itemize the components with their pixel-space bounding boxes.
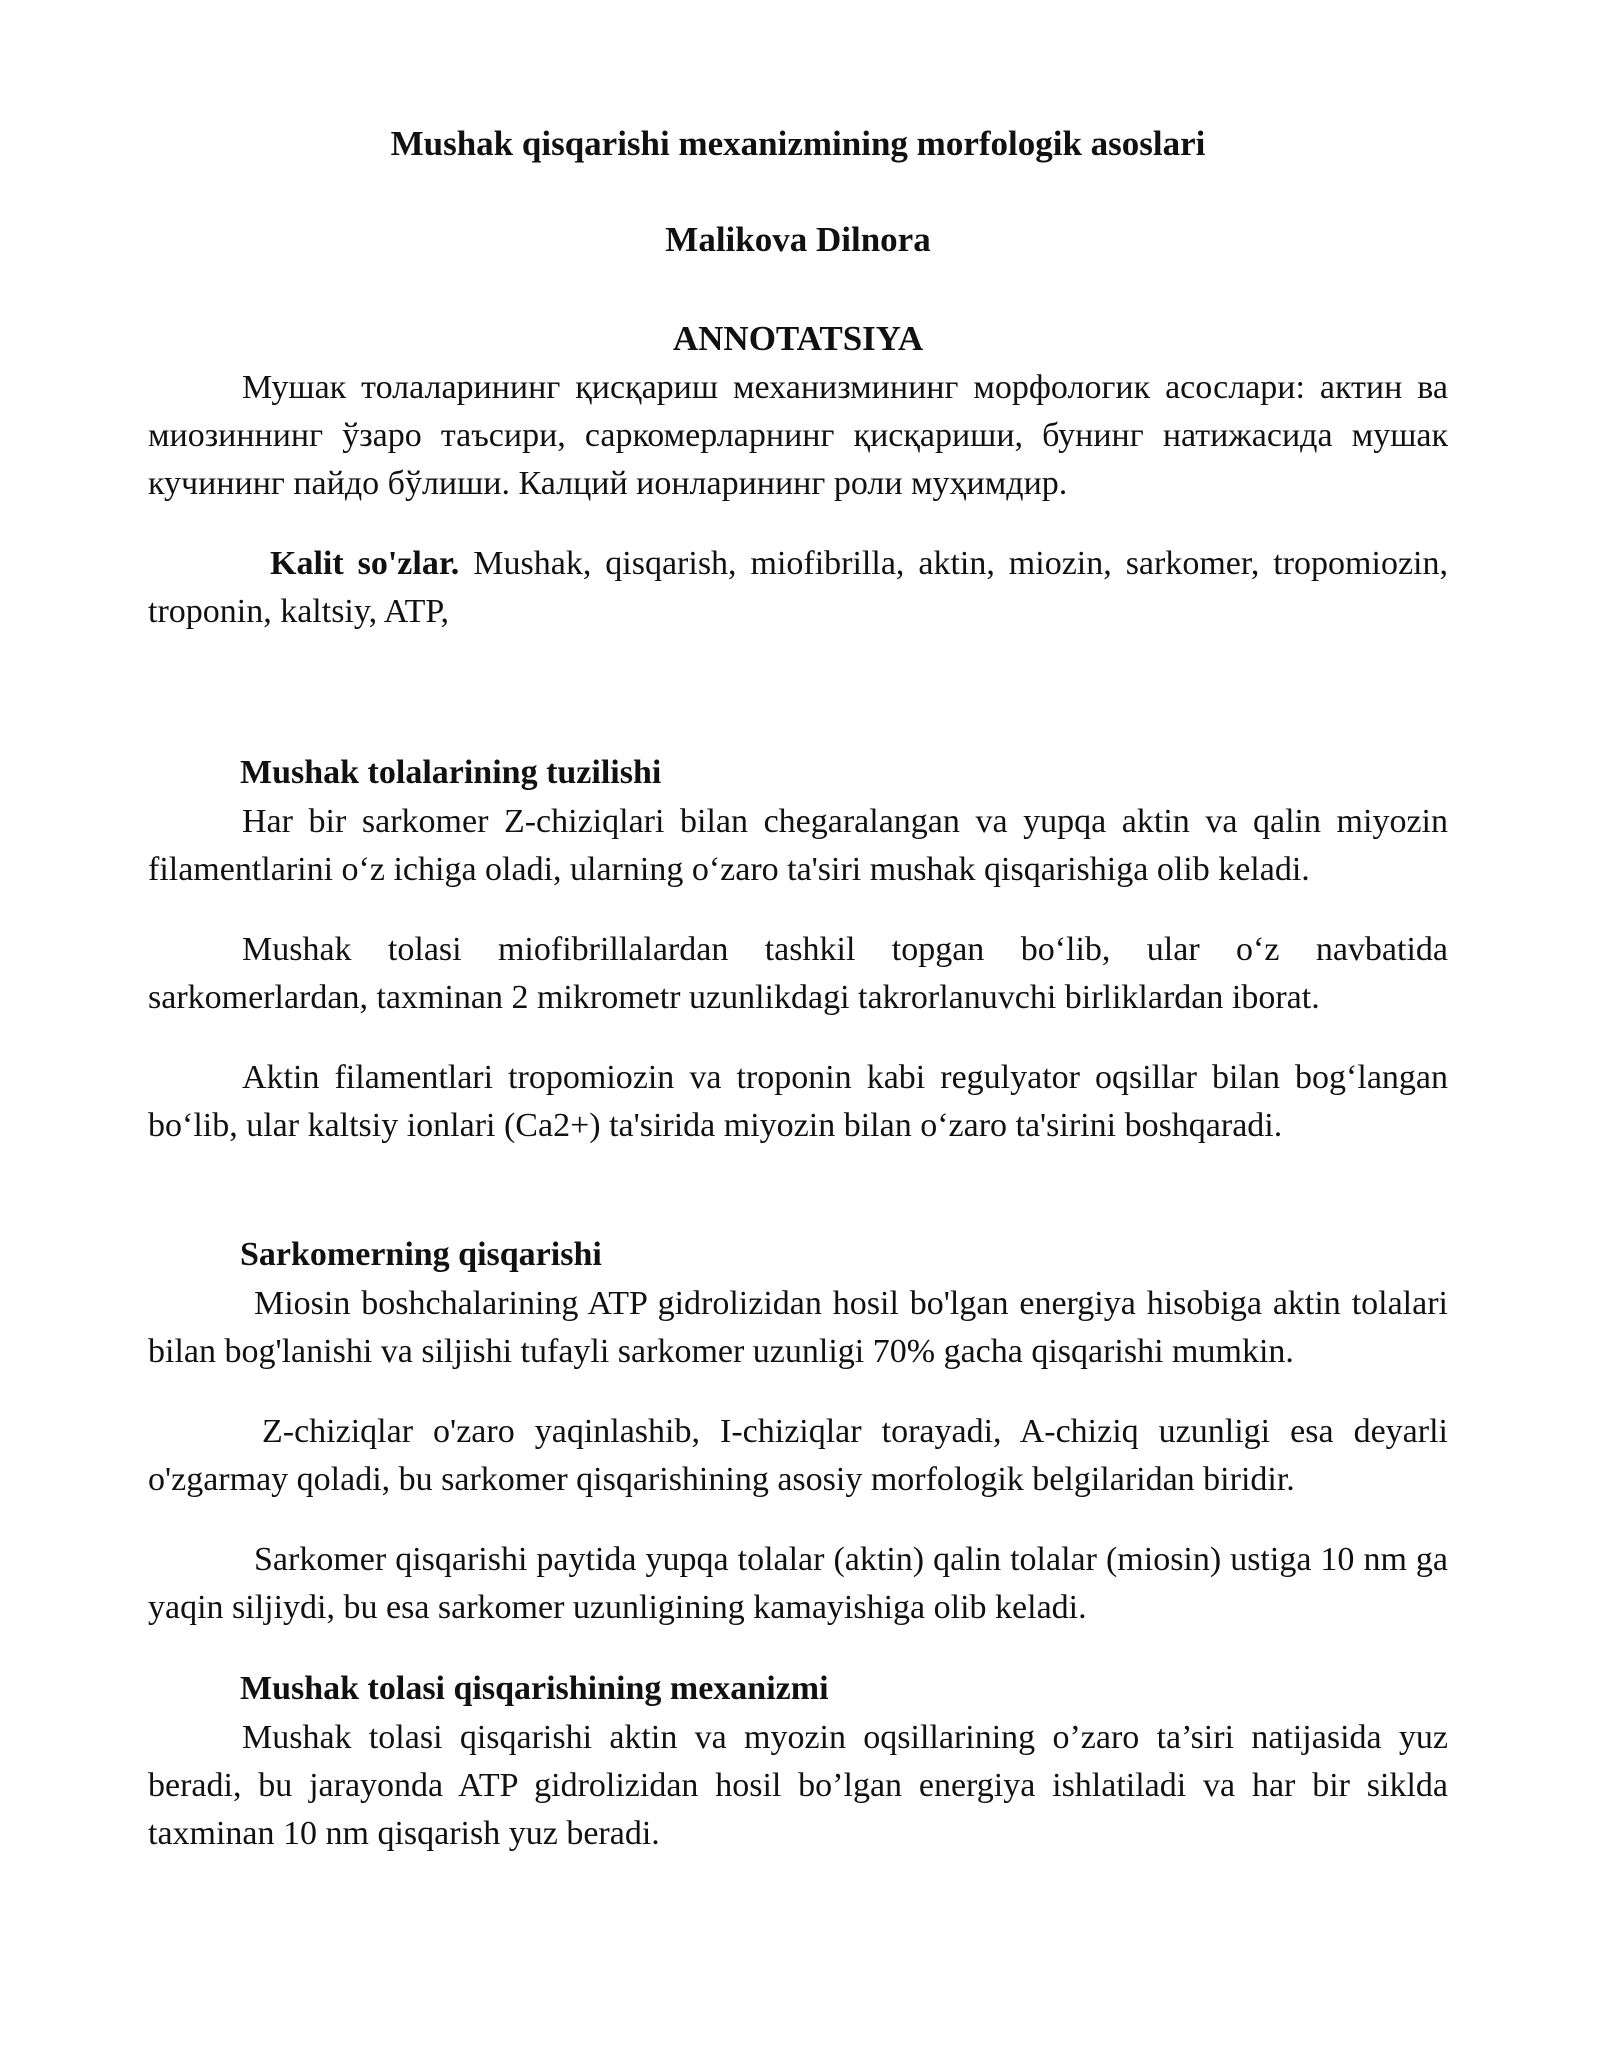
section-3-paragraph-1: Mushak tolasi qisqarishi aktin va myozin oqsillarining o’zaro ta’siri natijasida yuz beradi, bu jarayonda ATP gidrolizidan hosil bo’lgan energiya ishlatiladi va har bir siklda taxminan 10 nm qisqarish yuz beradi. bbox=[148, 1719, 1448, 1852]
annotation-text: Мушак толаларининг қисқариш механизмининг морфологик асослари: актин ва миозиннинг ўзаро таъсири, саркомерларнинг қисқариши, бунинг натижасида мушак кучининг пайдо бўлиши. Калций ионларининг роли муҳимдир. bbox=[148, 369, 1448, 502]
paper-title: Mushak qisqarishi mexanizmining morfologik asoslari bbox=[390, 124, 1206, 163]
section-2-paragraph-1: Miosin boshchalarining ATP gidrolizidan hosil bo'lgan energiya hisobiga aktin tolalari bilan bog'lanishi va siljishi tufayli sarkomer uzunligi 70% gacha qisqarishi mumkin. bbox=[148, 1285, 1448, 1370]
keywords-paragraph bbox=[148, 540, 1448, 636]
document-page bbox=[148, 120, 1448, 1858]
section-1-paragraph-2: Mushak tolasi miofibrillalardan tashkil topgan bo‘lib, ular o‘z navbatida sarkomerlardan, taxminan 2 mikrometr uzunlikdagi takrorlanuvchi birliklardan iborat. bbox=[148, 931, 1448, 1016]
keywords-list: Mushak, qisqarish, miofibrilla, aktin, miozin, sarkomer, tropomiozin, troponin, kaltsiy, ATP, bbox=[148, 545, 1448, 630]
section-heading-structure: Mushak tolalarining tuzilishi bbox=[240, 754, 662, 791]
annotation-heading: ANNOTATSIYA bbox=[672, 319, 924, 358]
section-heading-sarcomere: Sarkomerning qisqarishi bbox=[240, 1236, 602, 1273]
keywords-label: Kalit so'zlar. bbox=[270, 545, 460, 582]
section-2-paragraph-3: Sarkomer qisqarishi paytida yupqa tolalar (aktin) qalin tolalar (miosin) ustiga 10 nm ga yaqin siljiydi, bu esa sarkomer uzunligining kamayishiga olib keladi. bbox=[148, 1541, 1448, 1626]
author-name: Malikova Dilnora bbox=[665, 220, 931, 259]
section-1-paragraph-3: Aktin filamentlari tropomiozin va troponin kabi regulyator oqsillar bilan bog‘langan bo‘lib, ular kaltsiy ionlari (Ca2+) ta'sirida miyozin bilan o‘zaro ta'sirini boshqaradi. bbox=[148, 1059, 1448, 1144]
section-2-paragraph-2: Z-chiziqlar o'zaro yaqinlashib, I-chiziqlar torayadi, A-chiziq uzunligi esa deyarli o'zgarmay qoladi, bu sarkomer qisqarishining asosiy morfologik belgilaridan biridir. bbox=[148, 1413, 1448, 1498]
section-1-paragraph-1: Har bir sarkomer Z-chiziqlari bilan chegaralangan va yupqa aktin va qalin miyozin filamentlarini o‘z ichiga oladi, ularning o‘zaro ta'siri mushak qisqarishiga olib keladi. bbox=[148, 803, 1448, 888]
section-heading-mechanism: Mushak tolasi qisqarishining mexanizmi bbox=[240, 1670, 829, 1707]
